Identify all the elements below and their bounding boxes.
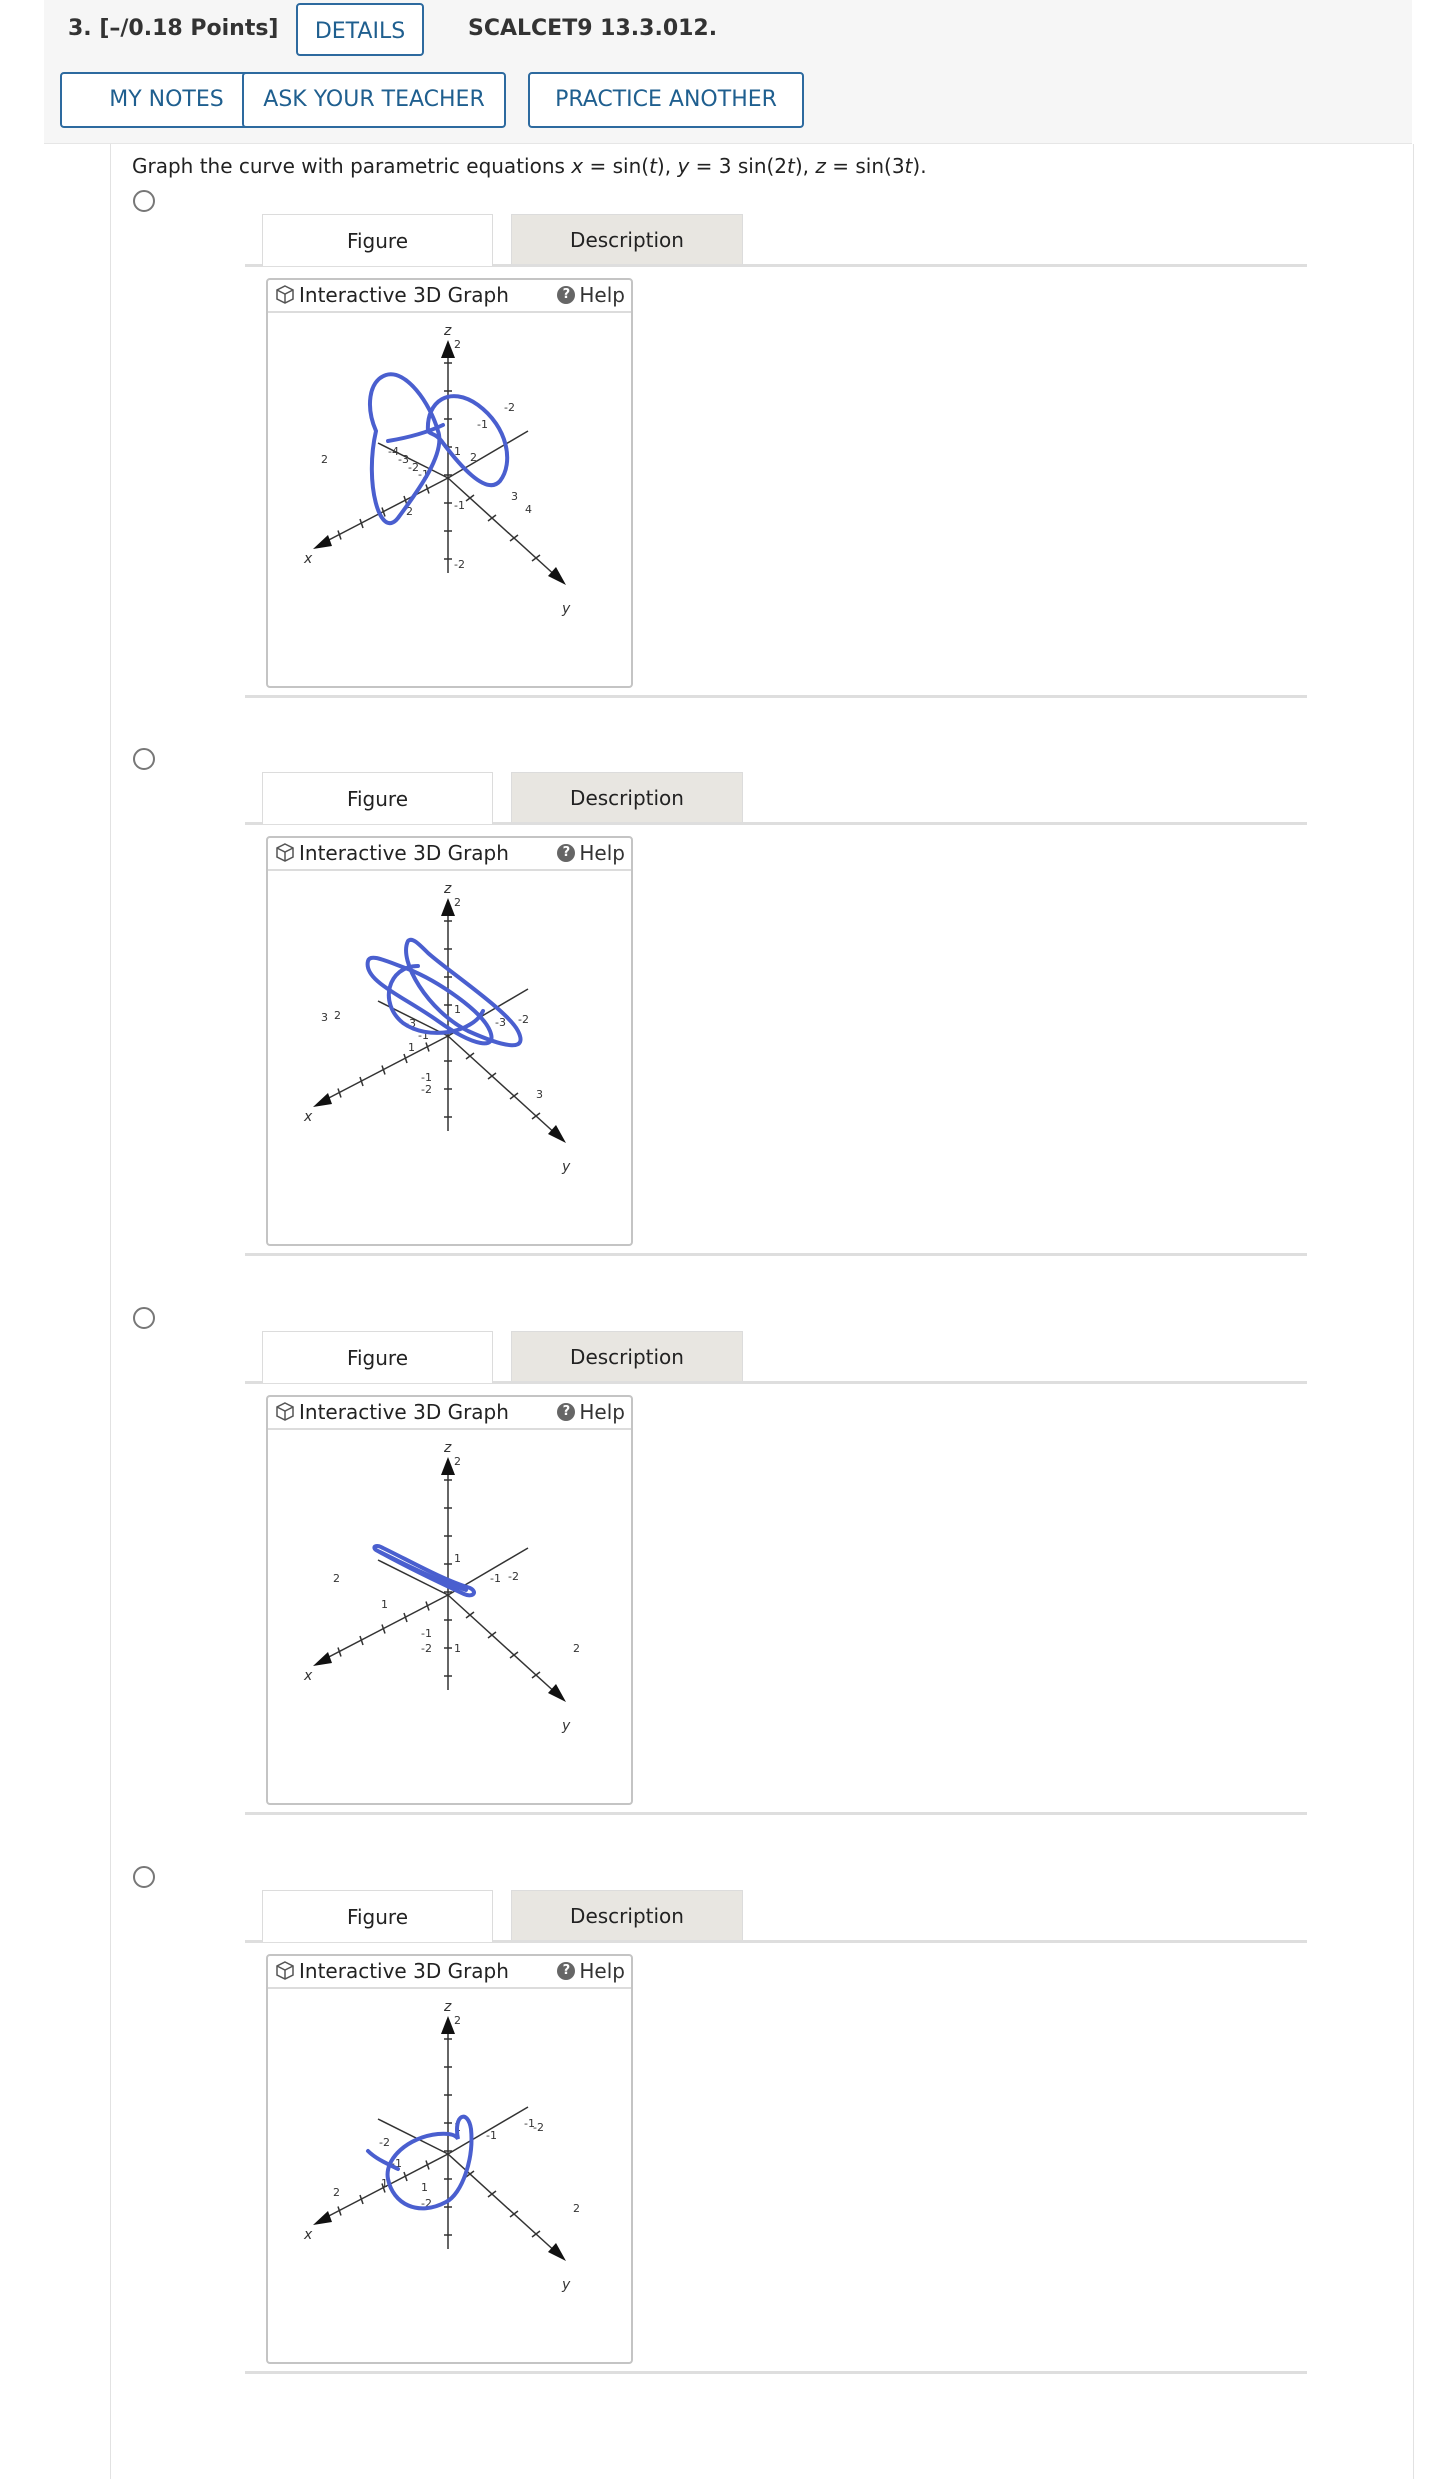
cube-icon (274, 284, 296, 306)
answer-option-2 (245, 736, 1307, 1256)
tab-description[interactable]: Description (511, 1890, 743, 1940)
help-link[interactable]: ? Help (557, 841, 625, 865)
option-separator (245, 1812, 1307, 1815)
option-separator (245, 695, 1307, 698)
tick-label: 2 (321, 453, 328, 466)
tick-label: 1 (454, 1552, 461, 1565)
graph-title: Interactive 3D Graph (274, 283, 509, 307)
tick-label: -1 (418, 468, 429, 481)
tick-label: -2 (504, 401, 515, 414)
z-axis-arrow (441, 898, 455, 916)
answer-radio-4[interactable] (133, 1866, 155, 1888)
tick-label: 1 (454, 1003, 461, 1016)
interactive-3d-graph[interactable] (266, 278, 633, 688)
tick-label: -3 (405, 1017, 416, 1030)
tab-figure[interactable]: Figure (262, 1890, 493, 1942)
graph-canvas[interactable] (268, 1989, 631, 2362)
tick-label: -2 (533, 2121, 544, 2134)
tick-label: 2 (454, 896, 461, 909)
tick-label: 2 (406, 505, 413, 518)
help-link[interactable]: ? Help (557, 283, 625, 307)
help-icon: ? (557, 286, 575, 304)
tick-label: 4 (525, 503, 532, 516)
tab-description[interactable]: Description (511, 214, 743, 264)
help-icon: ? (557, 1962, 575, 1980)
tick-label: -4 (388, 445, 399, 458)
tab-description[interactable]: Description (511, 1331, 743, 1381)
graph-title: Interactive 3D Graph (274, 841, 509, 865)
y-axis-label: y (562, 2277, 571, 2293)
z-axis-label: z (444, 881, 452, 897)
tab-figure[interactable]: Figure (262, 214, 493, 266)
tick-label: -1 (421, 1071, 432, 1084)
help-icon: ? (557, 1403, 575, 1421)
tick-label: -1 (486, 2129, 497, 2142)
tick-label: 3 (511, 490, 518, 503)
z-axis-arrow (441, 1457, 455, 1475)
points-label: [–/0.18 Points] (99, 16, 279, 41)
tab-figure[interactable]: Figure (262, 772, 493, 824)
y-axis (448, 2154, 558, 2254)
tick-label: -2 (508, 1570, 519, 1583)
problem-code: SCALCET9 13.3.012. (468, 16, 718, 41)
tick-label: 2 (573, 1642, 580, 1655)
interactive-3d-graph[interactable] (266, 1395, 633, 1805)
answer-option-4 (245, 1854, 1307, 2374)
z-axis-label: z (444, 323, 452, 339)
parametric-curve (428, 396, 507, 485)
tick-label: -1 (454, 499, 465, 512)
graph-canvas[interactable] (268, 871, 631, 1244)
interactive-3d-graph[interactable] (266, 836, 633, 1246)
x-axis-arrow (313, 2211, 332, 2225)
graph-title: Interactive 3D Graph (274, 1959, 509, 1983)
tick-label: 1 (454, 2121, 461, 2134)
ask-your-teacher-button[interactable]: ASK YOUR TEACHER (242, 72, 506, 128)
tick-label: 2 (573, 2202, 580, 2215)
tick-label: 1 (454, 1642, 461, 1655)
help-link[interactable]: ? Help (557, 1400, 625, 1424)
my-notes-button[interactable]: MY NOTES (60, 72, 273, 128)
x-axis-label: x (304, 2227, 313, 2243)
option-separator (245, 2371, 1307, 2374)
tick-label: -1 (391, 2157, 402, 2170)
tick-label: -2 (421, 2197, 432, 2210)
tick-label: 1 (381, 1598, 388, 1611)
tick-label: 3 (321, 1011, 328, 1024)
tab-figure[interactable]: Figure (262, 1331, 493, 1383)
z-axis-arrow (441, 340, 455, 358)
question-prompt: Graph the curve with parametric equations x = sin(t), y = 3 sin(2t), z = sin(3t). (132, 154, 927, 178)
tick-label: -3 (398, 453, 409, 466)
tick-label: -1 (490, 1572, 501, 1585)
x-axis-arrow (313, 535, 332, 549)
tick-label: -1 (477, 418, 488, 431)
practice-another-button[interactable]: PRACTICE ANOTHER (528, 72, 804, 128)
answer-option-1 (245, 178, 1307, 698)
x-axis-arrow (313, 1652, 332, 1666)
answer-radio-1[interactable] (133, 190, 155, 212)
z-axis-label: z (444, 1440, 452, 1456)
tick-label: 3 (536, 1088, 543, 1101)
y-axis-arrow (548, 1684, 566, 1702)
tick-label: 2 (454, 338, 461, 351)
tick-label: -2 (379, 2136, 390, 2149)
tick-label: -1 (524, 2117, 535, 2130)
tab-description[interactable]: Description (511, 772, 743, 822)
tick-label: 2 (334, 1009, 341, 1022)
help-icon: ? (557, 844, 575, 862)
tick-label: -2 (518, 1013, 529, 1026)
tick-label: 2 (454, 1455, 461, 1468)
answer-radio-2[interactable] (133, 748, 155, 770)
y-axis-label: y (562, 601, 571, 617)
question-header (44, 0, 1412, 144)
y-axis-label: y (562, 1159, 571, 1175)
answer-radio-3[interactable] (133, 1307, 155, 1329)
y-axis (448, 1036, 558, 1136)
tick-label: -1 (421, 1627, 432, 1640)
x-axis-label: x (304, 1109, 313, 1125)
tick-label: -2 (421, 1642, 432, 1655)
graph-canvas[interactable] (268, 1430, 631, 1803)
tick-label: -2 (408, 461, 419, 474)
tick-label: 1 (454, 445, 461, 458)
graph-title: Interactive 3D Graph (274, 1400, 509, 1424)
tick-label: -3 (495, 1016, 506, 1029)
tick-label: 2 (454, 2014, 461, 2027)
option-separator (245, 1253, 1307, 1256)
y-axis-label: y (562, 1718, 571, 1734)
tick-label: 1 (381, 2177, 388, 2190)
tick-label: 2 (333, 1572, 340, 1585)
help-link[interactable]: ? Help (557, 1959, 625, 1983)
cube-icon (274, 1401, 296, 1423)
y-axis (448, 1595, 558, 1695)
tick-label: 2 (470, 451, 477, 464)
y-axis-arrow (548, 567, 566, 585)
tick-label: 1 (408, 1041, 415, 1054)
tick-label: -1 (418, 1029, 429, 1042)
y-axis-arrow (548, 2243, 566, 2261)
question-number: 3. [–/0.18 Points] (68, 16, 279, 41)
tick-label: 1 (421, 2181, 428, 2194)
interactive-3d-graph[interactable] (266, 1954, 633, 2364)
cube-icon (274, 1960, 296, 1982)
x-axis-label: x (304, 1668, 313, 1684)
details-button[interactable]: DETAILS (296, 3, 424, 56)
x-axis-label: x (304, 551, 313, 567)
x-axis (323, 478, 448, 543)
tick-label: -2 (454, 558, 465, 571)
tick-label: -2 (421, 1083, 432, 1096)
z-axis-arrow (441, 2016, 455, 2034)
graph-canvas[interactable] (268, 313, 631, 686)
tick-label: 2 (333, 2186, 340, 2199)
x-axis-arrow (313, 1093, 332, 1107)
y-axis-arrow (548, 1125, 566, 1143)
cube-icon (274, 842, 296, 864)
z-axis-label: z (444, 1999, 452, 2015)
answer-option-3 (245, 1295, 1307, 1815)
